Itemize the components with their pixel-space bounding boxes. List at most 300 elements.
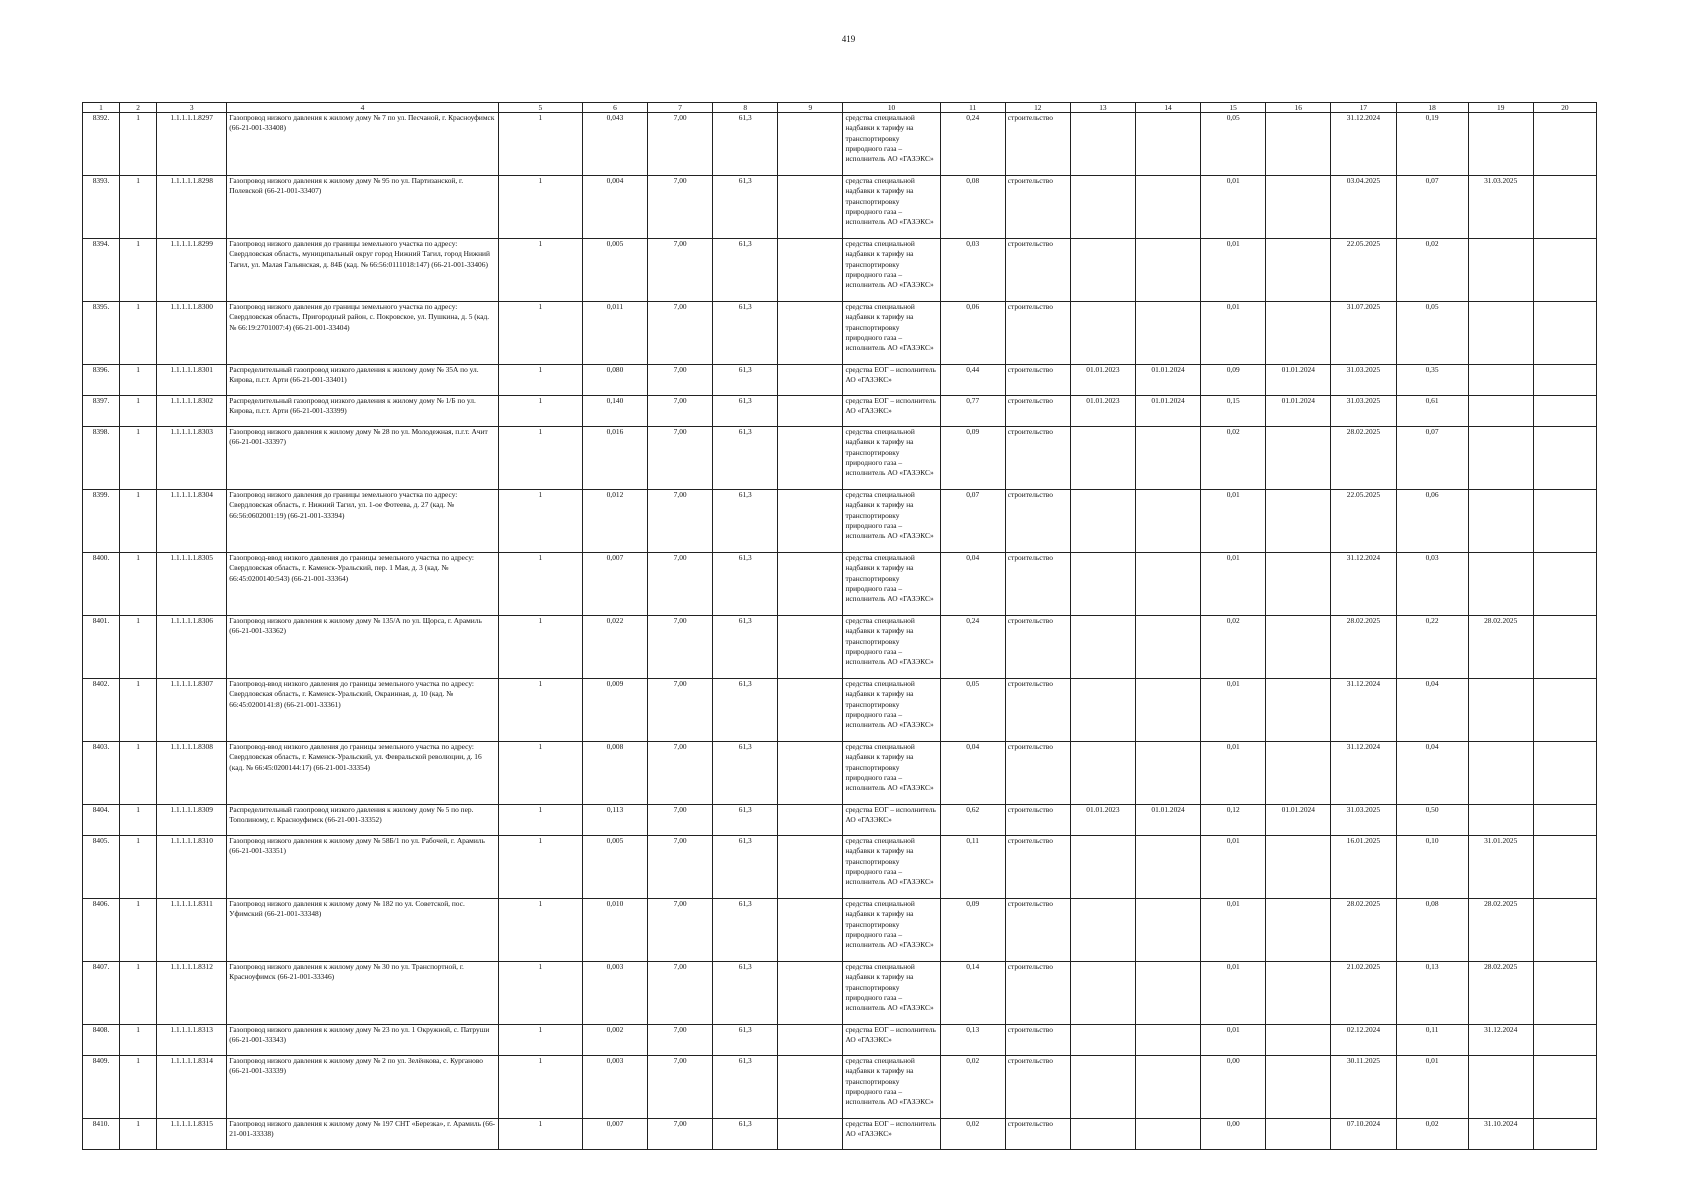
- cell-col-18: 0,50: [1396, 805, 1468, 836]
- cell-col-11: 0,02: [940, 1119, 1005, 1150]
- table-row: [83, 427, 1597, 490]
- cell-col-1: 8393.: [83, 176, 120, 239]
- cell-col-12: строительство: [1005, 239, 1070, 302]
- cell-col-4: Газопровод низкого давления до границы земельного участка по адресу: Свердловская область, муниципальный округ город Нижний Тагил, город Нижний Тагил, ул. Малая Гальянская, д. 84Б (кад. № 66:56:0111018:147) (66-21-001-33406): [227, 239, 499, 302]
- cell-col-15: 0,01: [1201, 302, 1266, 365]
- cell-col-8: 61,3: [713, 176, 778, 239]
- cell-col-15: 0,02: [1201, 427, 1266, 490]
- cell-col-1: 8407.: [83, 962, 120, 1025]
- cell-col-7: 7,00: [648, 239, 713, 302]
- cell-col-17: 02.12.2024: [1331, 1025, 1396, 1056]
- column-number-11: 11: [940, 103, 1005, 113]
- cell-col-15: 0,01: [1201, 239, 1266, 302]
- cell-col-19: [1468, 742, 1533, 805]
- cell-col-20: [1533, 679, 1596, 742]
- cell-col-12: строительство: [1005, 365, 1070, 396]
- cell-col-19: [1468, 239, 1533, 302]
- cell-col-20: [1533, 962, 1596, 1025]
- cell-col-17: 31.12.2024: [1331, 679, 1396, 742]
- cell-col-8: 61,3: [713, 396, 778, 427]
- cell-col-12: строительство: [1005, 742, 1070, 805]
- cell-col-1: 8403.: [83, 742, 120, 805]
- cell-col-2: 1: [120, 176, 157, 239]
- cell-col-20: [1533, 1056, 1596, 1119]
- cell-col-11: 0,24: [940, 616, 1005, 679]
- cell-col-2: 1: [120, 490, 157, 553]
- cell-col-9: [778, 396, 843, 427]
- cell-col-11: 0,14: [940, 962, 1005, 1025]
- cell-col-10: средства специальной надбавки к тарифу на транспортировку природного газа – исполнитель АО «ГАЗЭКС»: [843, 1056, 940, 1119]
- register-table: [82, 102, 1597, 1150]
- cell-col-6: 0,005: [582, 239, 647, 302]
- cell-col-4: Газопровод низкого давления до границы земельного участка по адресу: Свердловская область, г. Нижний Тагил, ул. 1-ое Фотеева, д. 27 (кад. № 66:56:0602001:19) (66-21-001-33394): [227, 490, 499, 553]
- cell-col-13: [1070, 742, 1135, 805]
- cell-col-16: [1266, 899, 1331, 962]
- cell-col-5: 1: [498, 836, 582, 899]
- cell-col-5: 1: [498, 742, 582, 805]
- cell-col-10: средства ЕОГ – исполнитель АО «ГАЗЭКС»: [843, 365, 940, 396]
- cell-col-2: 1: [120, 396, 157, 427]
- table-row: [83, 836, 1597, 899]
- cell-col-4: Газопровод низкого давления к жилому дому № 182 по ул. Советской, пос. Уфимский (66-21-001-33348): [227, 899, 499, 962]
- cell-col-11: 0,62: [940, 805, 1005, 836]
- cell-col-19: 31.12.2024: [1468, 1025, 1533, 1056]
- column-number-8: 8: [713, 103, 778, 113]
- table-row: [83, 962, 1597, 1025]
- cell-col-5: 1: [498, 1119, 582, 1150]
- cell-col-6: 0,043: [582, 113, 647, 176]
- cell-col-8: 61,3: [713, 616, 778, 679]
- cell-col-13: [1070, 899, 1135, 962]
- cell-col-4: Газопровод низкого давления к жилому дому № 23 по ул. 1 Окружной, с. Патруши (66-21-001-33343): [227, 1025, 499, 1056]
- cell-col-16: [1266, 1119, 1331, 1150]
- cell-col-18: 0,19: [1396, 113, 1468, 176]
- cell-col-1: 8409.: [83, 1056, 120, 1119]
- cell-col-1: 8396.: [83, 365, 120, 396]
- cell-col-8: 61,3: [713, 302, 778, 365]
- cell-col-7: 7,00: [648, 302, 713, 365]
- cell-col-5: 1: [498, 302, 582, 365]
- cell-col-14: [1136, 899, 1201, 962]
- cell-col-13: [1070, 490, 1135, 553]
- cell-col-19: [1468, 302, 1533, 365]
- cell-col-15: 0,01: [1201, 679, 1266, 742]
- table-body: [83, 113, 1597, 1150]
- cell-col-20: [1533, 1119, 1596, 1150]
- cell-col-1: 8402.: [83, 679, 120, 742]
- cell-col-19: [1468, 396, 1533, 427]
- cell-col-18: 0,02: [1396, 1119, 1468, 1150]
- cell-col-17: 31.12.2024: [1331, 553, 1396, 616]
- cell-col-3: 1.1.1.1.1.8312: [157, 962, 227, 1025]
- cell-col-6: 0,007: [582, 1119, 647, 1150]
- cell-col-19: [1468, 679, 1533, 742]
- column-number-17: 17: [1331, 103, 1396, 113]
- cell-col-13: [1070, 302, 1135, 365]
- cell-col-15: 0,01: [1201, 1025, 1266, 1056]
- cell-col-8: 61,3: [713, 742, 778, 805]
- cell-col-5: 1: [498, 427, 582, 490]
- cell-col-10: средства специальной надбавки к тарифу на транспортировку природного газа – исполнитель АО «ГАЗЭКС»: [843, 616, 940, 679]
- cell-col-3: 1.1.1.1.1.8310: [157, 836, 227, 899]
- cell-col-10: средства ЕОГ – исполнитель АО «ГАЗЭКС»: [843, 805, 940, 836]
- cell-col-20: [1533, 427, 1596, 490]
- cell-col-6: 0,008: [582, 742, 647, 805]
- cell-col-6: 0,010: [582, 899, 647, 962]
- cell-col-20: [1533, 396, 1596, 427]
- cell-col-14: [1136, 742, 1201, 805]
- cell-col-4: Распределительный газопровод низкого давления к жилому дому № 1/Б по ул. Кирова, п.г.т. Арти (66-21-001-33399): [227, 396, 499, 427]
- cell-col-8: 61,3: [713, 490, 778, 553]
- cell-col-1: 8401.: [83, 616, 120, 679]
- cell-col-9: [778, 742, 843, 805]
- cell-col-4: Газопровод-ввод низкого давления до границы земельного участка по адресу: Свердловская область, г. Каменск-Уральский, пер. 1 Мая, д. 3 (кад. № 66:45:0200140:543) (66-21-001-33364): [227, 553, 499, 616]
- cell-col-4: Распределительный газопровод низкого давления к жилому дому № 35А по ул. Кирова, п.г.т. Арти (66-21-001-33401): [227, 365, 499, 396]
- cell-col-7: 7,00: [648, 427, 713, 490]
- cell-col-13: [1070, 1025, 1135, 1056]
- cell-col-1: 8406.: [83, 899, 120, 962]
- cell-col-16: [1266, 553, 1331, 616]
- cell-col-2: 1: [120, 1025, 157, 1056]
- cell-col-20: [1533, 1025, 1596, 1056]
- cell-col-4: Распределительный газопровод низкого давления к жилому дому № 5 по пер. Тополиному, г. Красноуфимск (66-21-001-33352): [227, 805, 499, 836]
- cell-col-12: строительство: [1005, 490, 1070, 553]
- cell-col-5: 1: [498, 679, 582, 742]
- cell-col-8: 61,3: [713, 805, 778, 836]
- cell-col-8: 61,3: [713, 553, 778, 616]
- cell-col-9: [778, 962, 843, 1025]
- cell-col-14: [1136, 1119, 1201, 1150]
- cell-col-1: 8405.: [83, 836, 120, 899]
- cell-col-19: 31.01.2025: [1468, 836, 1533, 899]
- cell-col-11: 0,08: [940, 176, 1005, 239]
- cell-col-11: 0,03: [940, 239, 1005, 302]
- table-row: [83, 113, 1597, 176]
- cell-col-15: 0,01: [1201, 490, 1266, 553]
- table-row: [83, 396, 1597, 427]
- cell-col-11: 0,09: [940, 427, 1005, 490]
- cell-col-8: 61,3: [713, 365, 778, 396]
- cell-col-18: 0,35: [1396, 365, 1468, 396]
- cell-col-5: 1: [498, 113, 582, 176]
- cell-col-20: [1533, 113, 1596, 176]
- cell-col-10: средства ЕОГ – исполнитель АО «ГАЗЭКС»: [843, 1119, 940, 1150]
- cell-col-12: строительство: [1005, 679, 1070, 742]
- cell-col-5: 1: [498, 553, 582, 616]
- cell-col-17: 07.10.2024: [1331, 1119, 1396, 1150]
- cell-col-17: 28.02.2025: [1331, 899, 1396, 962]
- cell-col-7: 7,00: [648, 1056, 713, 1119]
- cell-col-5: 1: [498, 899, 582, 962]
- cell-col-20: [1533, 365, 1596, 396]
- cell-col-15: 0,00: [1201, 1056, 1266, 1119]
- cell-col-1: 8399.: [83, 490, 120, 553]
- cell-col-17: 31.03.2025: [1331, 396, 1396, 427]
- cell-col-10: средства специальной надбавки к тарифу на транспортировку природного газа – исполнитель АО «ГАЗЭКС»: [843, 113, 940, 176]
- cell-col-12: строительство: [1005, 616, 1070, 679]
- cell-col-18: 0,04: [1396, 679, 1468, 742]
- cell-col-7: 7,00: [648, 176, 713, 239]
- cell-col-13: [1070, 836, 1135, 899]
- cell-col-4: Газопровод-ввод низкого давления до границы земельного участка по адресу: Свердловская область, г. Каменск-Уральский, ул. Февральской революции, д. 16 (кад. № 66:45:0200144:17) (66-21-001-33354): [227, 742, 499, 805]
- cell-col-8: 61,3: [713, 836, 778, 899]
- cell-col-16: [1266, 302, 1331, 365]
- cell-col-6: 0,011: [582, 302, 647, 365]
- cell-col-19: 31.03.2025: [1468, 176, 1533, 239]
- cell-col-17: 21.02.2025: [1331, 962, 1396, 1025]
- cell-col-15: 0,05: [1201, 113, 1266, 176]
- cell-col-4: Газопровод низкого давления к жилому дому № 30 по ул. Транспортной, г. Красноуфимск (66-21-001-33346): [227, 962, 499, 1025]
- cell-col-9: [778, 490, 843, 553]
- cell-col-11: 0,05: [940, 679, 1005, 742]
- cell-col-12: строительство: [1005, 899, 1070, 962]
- cell-col-15: 0,01: [1201, 962, 1266, 1025]
- column-number-9: 9: [778, 103, 843, 113]
- cell-col-20: [1533, 616, 1596, 679]
- cell-col-14: [1136, 239, 1201, 302]
- table-row: [83, 1025, 1597, 1056]
- cell-col-14: 01.01.2024: [1136, 365, 1201, 396]
- table-row: [83, 899, 1597, 962]
- cell-col-14: [1136, 490, 1201, 553]
- cell-col-14: [1136, 553, 1201, 616]
- cell-col-9: [778, 176, 843, 239]
- cell-col-20: [1533, 553, 1596, 616]
- cell-col-16: [1266, 836, 1331, 899]
- cell-col-9: [778, 836, 843, 899]
- cell-col-17: 16.01.2025: [1331, 836, 1396, 899]
- cell-col-2: 1: [120, 805, 157, 836]
- cell-col-13: [1070, 239, 1135, 302]
- cell-col-14: [1136, 1025, 1201, 1056]
- column-number-row: [83, 103, 1597, 113]
- cell-col-15: 0,02: [1201, 616, 1266, 679]
- cell-col-10: средства специальной надбавки к тарифу на транспортировку природного газа – исполнитель АО «ГАЗЭКС»: [843, 490, 940, 553]
- cell-col-17: 31.12.2024: [1331, 113, 1396, 176]
- cell-col-14: [1136, 836, 1201, 899]
- cell-col-19: [1468, 553, 1533, 616]
- cell-col-10: средства специальной надбавки к тарифу на транспортировку природного газа – исполнитель АО «ГАЗЭКС»: [843, 899, 940, 962]
- cell-col-2: 1: [120, 616, 157, 679]
- cell-col-20: [1533, 742, 1596, 805]
- cell-col-7: 7,00: [648, 616, 713, 679]
- cell-col-20: [1533, 176, 1596, 239]
- cell-col-9: [778, 113, 843, 176]
- cell-col-17: 22.05.2025: [1331, 490, 1396, 553]
- cell-col-2: 1: [120, 239, 157, 302]
- cell-col-13: [1070, 962, 1135, 1025]
- cell-col-6: 0,005: [582, 836, 647, 899]
- cell-col-7: 7,00: [648, 805, 713, 836]
- cell-col-3: 1.1.1.1.1.8314: [157, 1056, 227, 1119]
- cell-col-7: 7,00: [648, 553, 713, 616]
- cell-col-9: [778, 1025, 843, 1056]
- cell-col-18: 0,02: [1396, 239, 1468, 302]
- table-row: [83, 679, 1597, 742]
- cell-col-3: 1.1.1.1.1.8303: [157, 427, 227, 490]
- cell-col-5: 1: [498, 239, 582, 302]
- cell-col-3: 1.1.1.1.1.8298: [157, 176, 227, 239]
- cell-col-6: 0,022: [582, 616, 647, 679]
- cell-col-15: 0,09: [1201, 365, 1266, 396]
- cell-col-15: 0,00: [1201, 1119, 1266, 1150]
- cell-col-15: 0,12: [1201, 805, 1266, 836]
- cell-col-7: 7,00: [648, 962, 713, 1025]
- cell-col-18: 0,03: [1396, 553, 1468, 616]
- cell-col-5: 1: [498, 1025, 582, 1056]
- cell-col-1: 8392.: [83, 113, 120, 176]
- cell-col-16: [1266, 239, 1331, 302]
- cell-col-13: [1070, 1119, 1135, 1150]
- cell-col-19: 28.02.2025: [1468, 899, 1533, 962]
- cell-col-7: 7,00: [648, 365, 713, 396]
- cell-col-8: 61,3: [713, 1119, 778, 1150]
- cell-col-13: [1070, 176, 1135, 239]
- cell-col-2: 1: [120, 899, 157, 962]
- cell-col-7: 7,00: [648, 899, 713, 962]
- cell-col-4: Газопровод низкого давления до границы земельного участка по адресу: Свердловская область, Пригородный район, с. Покровское, ул. Пушкина, д. 5 (кад. № 66:19:2701007:4) (66-21-001-33404): [227, 302, 499, 365]
- cell-col-13: [1070, 679, 1135, 742]
- cell-col-12: строительство: [1005, 427, 1070, 490]
- column-number-16: 16: [1266, 103, 1331, 113]
- column-number-5: 5: [498, 103, 582, 113]
- cell-col-9: [778, 899, 843, 962]
- cell-col-17: 31.07.2025: [1331, 302, 1396, 365]
- cell-col-15: 0,01: [1201, 836, 1266, 899]
- cell-col-10: средства специальной надбавки к тарифу на транспортировку природного газа – исполнитель АО «ГАЗЭКС»: [843, 962, 940, 1025]
- cell-col-4: Газопровод низкого давления к жилому дому № 197 СНТ «Березка», г. Арамиль (66-21-001-33338): [227, 1119, 499, 1150]
- cell-col-16: 01.01.2024: [1266, 805, 1331, 836]
- cell-col-19: [1468, 805, 1533, 836]
- cell-col-12: строительство: [1005, 836, 1070, 899]
- cell-col-1: 8400.: [83, 553, 120, 616]
- cell-col-9: [778, 553, 843, 616]
- cell-col-8: 61,3: [713, 899, 778, 962]
- cell-col-9: [778, 1056, 843, 1119]
- cell-col-13: [1070, 553, 1135, 616]
- cell-col-11: 0,09: [940, 899, 1005, 962]
- cell-col-6: 0,007: [582, 553, 647, 616]
- cell-col-11: 0,44: [940, 365, 1005, 396]
- cell-col-15: 0,01: [1201, 553, 1266, 616]
- column-number-4: 4: [227, 103, 499, 113]
- cell-col-13: [1070, 1056, 1135, 1119]
- cell-col-4: Газопровод низкого давления к жилому дому № 2 по ул. Зелёнкова, с. Курганово (66-21-001-33339): [227, 1056, 499, 1119]
- cell-col-4: Газопровод низкого давления к жилому дому № 135/А по ул. Щорса, г. Арамиль (66-21-001-33362): [227, 616, 499, 679]
- cell-col-19: [1468, 365, 1533, 396]
- cell-col-12: строительство: [1005, 1119, 1070, 1150]
- page-number: 419: [841, 34, 856, 44]
- table-row: [83, 616, 1597, 679]
- cell-col-4: Газопровод низкого давления к жилому дому № 28 по ул. Молодежная, п.г.т. Ачит (66-21-001-33397): [227, 427, 499, 490]
- cell-col-14: [1136, 176, 1201, 239]
- cell-col-3: 1.1.1.1.1.8307: [157, 679, 227, 742]
- column-number-18: 18: [1396, 103, 1468, 113]
- cell-col-5: 1: [498, 176, 582, 239]
- cell-col-16: [1266, 742, 1331, 805]
- cell-col-3: 1.1.1.1.1.8302: [157, 396, 227, 427]
- cell-col-16: [1266, 427, 1331, 490]
- column-number-15: 15: [1201, 103, 1266, 113]
- cell-col-20: [1533, 239, 1596, 302]
- column-number-13: 13: [1070, 103, 1135, 113]
- cell-col-10: средства специальной надбавки к тарифу на транспортировку природного газа – исполнитель АО «ГАЗЭКС»: [843, 427, 940, 490]
- cell-col-7: 7,00: [648, 113, 713, 176]
- cell-col-13: 01.01.2023: [1070, 805, 1135, 836]
- cell-col-3: 1.1.1.1.1.8297: [157, 113, 227, 176]
- cell-col-11: 0,02: [940, 1056, 1005, 1119]
- table-row: [83, 1119, 1597, 1150]
- cell-col-1: 8397.: [83, 396, 120, 427]
- cell-col-19: 31.10.2024: [1468, 1119, 1533, 1150]
- cell-col-5: 1: [498, 365, 582, 396]
- column-number-3: 3: [157, 103, 227, 113]
- cell-col-11: 0,04: [940, 553, 1005, 616]
- cell-col-14: 01.01.2024: [1136, 805, 1201, 836]
- cell-col-14: [1136, 302, 1201, 365]
- cell-col-14: [1136, 962, 1201, 1025]
- table-row: [83, 365, 1597, 396]
- cell-col-12: строительство: [1005, 553, 1070, 616]
- cell-col-17: 28.02.2025: [1331, 616, 1396, 679]
- cell-col-18: 0,07: [1396, 427, 1468, 490]
- cell-col-18: 0,61: [1396, 396, 1468, 427]
- cell-col-2: 1: [120, 679, 157, 742]
- cell-col-4: Газопровод низкого давления к жилому дому № 95 по ул. Партизанской, г. Полевской (66-21-001-33407): [227, 176, 499, 239]
- cell-col-17: 31.03.2025: [1331, 805, 1396, 836]
- cell-col-19: [1468, 490, 1533, 553]
- cell-col-8: 61,3: [713, 679, 778, 742]
- cell-col-15: 0,15: [1201, 396, 1266, 427]
- cell-col-1: 8410.: [83, 1119, 120, 1150]
- cell-col-8: 61,3: [713, 1056, 778, 1119]
- cell-col-2: 1: [120, 365, 157, 396]
- cell-col-10: средства специальной надбавки к тарифу на транспортировку природного газа – исполнитель АО «ГАЗЭКС»: [843, 176, 940, 239]
- cell-col-2: 1: [120, 1056, 157, 1119]
- cell-col-20: [1533, 490, 1596, 553]
- cell-col-10: средства ЕОГ – исполнитель АО «ГАЗЭКС»: [843, 1025, 940, 1056]
- cell-col-3: 1.1.1.1.1.8301: [157, 365, 227, 396]
- cell-col-10: средства специальной надбавки к тарифу на транспортировку природного газа – исполнитель АО «ГАЗЭКС»: [843, 553, 940, 616]
- cell-col-19: [1468, 113, 1533, 176]
- cell-col-16: 01.01.2024: [1266, 396, 1331, 427]
- cell-col-2: 1: [120, 113, 157, 176]
- cell-col-16: [1266, 176, 1331, 239]
- column-number-2: 2: [120, 103, 157, 113]
- cell-col-7: 7,00: [648, 1025, 713, 1056]
- cell-col-16: [1266, 1025, 1331, 1056]
- cell-col-2: 1: [120, 1119, 157, 1150]
- cell-col-3: 1.1.1.1.1.8308: [157, 742, 227, 805]
- cell-col-10: средства специальной надбавки к тарифу на транспортировку природного газа – исполнитель АО «ГАЗЭКС»: [843, 679, 940, 742]
- cell-col-7: 7,00: [648, 396, 713, 427]
- cell-col-19: [1468, 1056, 1533, 1119]
- cell-col-2: 1: [120, 427, 157, 490]
- cell-col-6: 0,002: [582, 1025, 647, 1056]
- cell-col-16: [1266, 113, 1331, 176]
- cell-col-10: средства специальной надбавки к тарифу на транспортировку природного газа – исполнитель АО «ГАЗЭКС»: [843, 836, 940, 899]
- cell-col-15: 0,01: [1201, 176, 1266, 239]
- cell-col-17: 30.11.2025: [1331, 1056, 1396, 1119]
- cell-col-14: [1136, 616, 1201, 679]
- cell-col-5: 1: [498, 490, 582, 553]
- cell-col-13: [1070, 113, 1135, 176]
- cell-col-8: 61,3: [713, 239, 778, 302]
- cell-col-9: [778, 302, 843, 365]
- column-number-6: 6: [582, 103, 647, 113]
- cell-col-17: 31.12.2024: [1331, 742, 1396, 805]
- cell-col-18: 0,11: [1396, 1025, 1468, 1056]
